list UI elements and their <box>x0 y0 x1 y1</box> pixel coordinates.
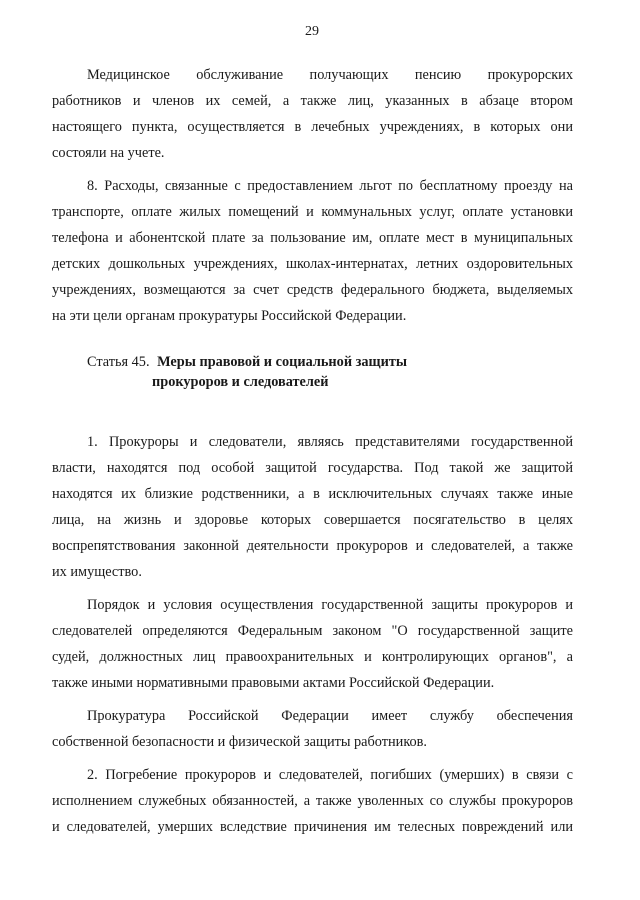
paragraph-2-line: и следователей, умерших вследствие причинения им телесных повреждений или <box>52 819 573 835</box>
paragraph-2-line: исполнением служебных обязанностей, а также уволенных со службы прокуроров <box>52 793 573 809</box>
paragraph-order-line: также иными нормативными правовыми актами Российской Федерации. <box>52 675 495 691</box>
paragraph-1-line: находятся их близкие родственники, а в исключительных случаях также иные <box>52 486 573 502</box>
paragraph-1-line: их имущество. <box>52 564 142 580</box>
paragraph-8-line: телефона и абонентской плате за пользование им, оплате мест в муниципальных <box>52 230 573 246</box>
paragraph-8-line: учреждениях, возмещаются за счет средств федерального бюджета, выделяемых <box>52 282 573 298</box>
paragraph-medical-line: состояли на учете. <box>52 145 165 161</box>
paragraph-order-line: судей, должностных лиц правоохранительных и контролирующих органов", а <box>52 649 573 665</box>
article-title-line1: Меры правовой и социальной защиты <box>157 354 408 370</box>
paragraph-service-line: собственной безопасности и физической защиты работников. <box>52 734 428 750</box>
paragraph-8-line: 8. Расходы, связанные с предоставлением льгот по бесплатному проезду на <box>87 178 573 194</box>
paragraph-1-line: воспрепятствования законной деятельности прокуроров и следователей, а также <box>52 538 573 554</box>
paragraph-8-line: детских дошкольных учреждениях, школах-интернатах, летних оздоровительных <box>52 256 573 272</box>
paragraph-medical-line: Медицинское обслуживание получающих пенсию прокурорских <box>87 67 573 83</box>
article-heading <box>87 352 407 372</box>
paragraph-8-line: на эти цели органам прокуратуры Российской Федерации. <box>52 308 407 324</box>
paragraph-service-line: Прокуратура Российской Федерации имеет службу обеспечения <box>87 708 573 724</box>
article-title-line2: прокуроров и следователей <box>152 374 329 390</box>
paragraph-1-line: власти, находятся под особой защитой государства. Под такой же защитой <box>52 460 573 476</box>
paragraph-2-line: 2. Погребение прокуроров и следователей, погибших (умерших) в связи с <box>87 767 573 783</box>
paragraph-1-line: 1. Прокуроры и следователи, являясь представителями государственной <box>87 434 573 450</box>
paragraph-order-line: следователей определяются Федеральным законом "О государственной защите <box>52 623 573 639</box>
paragraph-medical-line: настоящего пункта, осуществляется в лечебных учреждениях, в которых они <box>52 119 573 135</box>
paragraph-8-line: транспорте, оплате жилых помещений и коммунальных услуг, оплате установки <box>52 204 573 220</box>
paragraph-1-line: лица, на жизнь и здоровье которых совершается посягательство в целях <box>52 512 573 528</box>
article-title-continuation <box>152 372 329 392</box>
article-number: Статья 45. <box>87 354 150 370</box>
page-number: 29 <box>305 24 319 39</box>
paragraph-order-line: Порядок и условия осуществления государственной защиты прокуроров и <box>87 597 573 613</box>
paragraph-medical-line: работников и членов их семей, а также лиц, указанных в абзаце втором <box>52 93 573 109</box>
